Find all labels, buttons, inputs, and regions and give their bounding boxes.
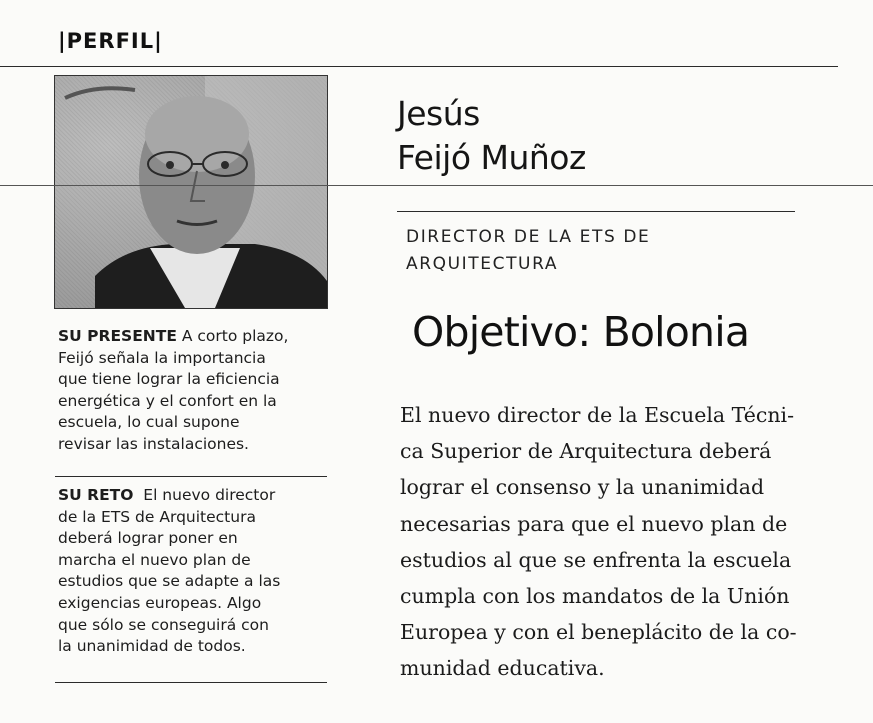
reto-line: de la ETS de Arquitectura xyxy=(58,507,256,526)
present-line: Feijó señala la importancia xyxy=(58,348,266,367)
body-line: El nuevo director de la Escuela Técni- xyxy=(400,403,795,427)
reto-line: la unanimidad de todos. xyxy=(58,637,246,656)
present-first: A corto plazo, xyxy=(176,327,289,345)
present-line: que tiene lograr la eficiencia xyxy=(58,370,280,389)
reto-line: que sólo se conseguirá con xyxy=(58,615,269,634)
body-line: necesarias para que el nuevo plan de xyxy=(400,511,788,536)
reto-lead: SU RETO xyxy=(58,486,134,504)
present-line: revisar las instalaciones. xyxy=(58,434,249,453)
portrait-photo xyxy=(54,75,328,309)
sidebar-bottom-rule xyxy=(55,682,327,683)
body-line: cumpla con los mandatos de la Unión xyxy=(400,584,790,609)
body-line: munidad educativa. xyxy=(400,656,605,681)
role-line-2: ARQUITECTURA xyxy=(406,254,559,274)
body-line: Europea y con el beneplácito de la co- xyxy=(400,620,797,645)
reto-line: estudios que se adapte a las xyxy=(58,572,281,591)
reto-line: deberá lograr poner en xyxy=(58,529,238,548)
present-line: energética y el confort en la xyxy=(58,391,277,410)
present-lead: SU PRESENTE xyxy=(58,327,177,345)
name-line-1: Jesús xyxy=(397,94,480,133)
body-line: estudios al que se enfrenta la escuela xyxy=(400,547,792,572)
body-line: ca Superior de Arquitectura deberá xyxy=(400,439,772,464)
body-line: lograr el consenso y la unanimidad xyxy=(400,475,765,500)
role-line-1: DIRECTOR DE LA ETS DE xyxy=(406,227,651,247)
person-role xyxy=(406,224,650,278)
article-body xyxy=(400,397,810,687)
article-headline: Objetivo: Bolonia xyxy=(412,308,750,356)
person-name xyxy=(397,92,586,180)
name-line-2: Feijó Muñoz xyxy=(397,138,586,177)
mid-rule xyxy=(0,185,873,186)
reto-line: exigencias europeas. Algo xyxy=(58,593,262,612)
sidebar-reto xyxy=(58,485,333,658)
present-line: escuela, lo cual supone xyxy=(58,413,240,432)
name-rule xyxy=(397,211,795,212)
reto-line: marcha el nuevo plan de xyxy=(58,550,251,569)
section-label: |PERFIL| xyxy=(58,29,163,53)
top-rule xyxy=(0,66,838,67)
sidebar-present xyxy=(58,326,333,456)
sidebar-rule xyxy=(55,476,327,477)
reto-first: El nuevo director xyxy=(133,486,276,504)
portrait-illustration xyxy=(55,76,327,308)
